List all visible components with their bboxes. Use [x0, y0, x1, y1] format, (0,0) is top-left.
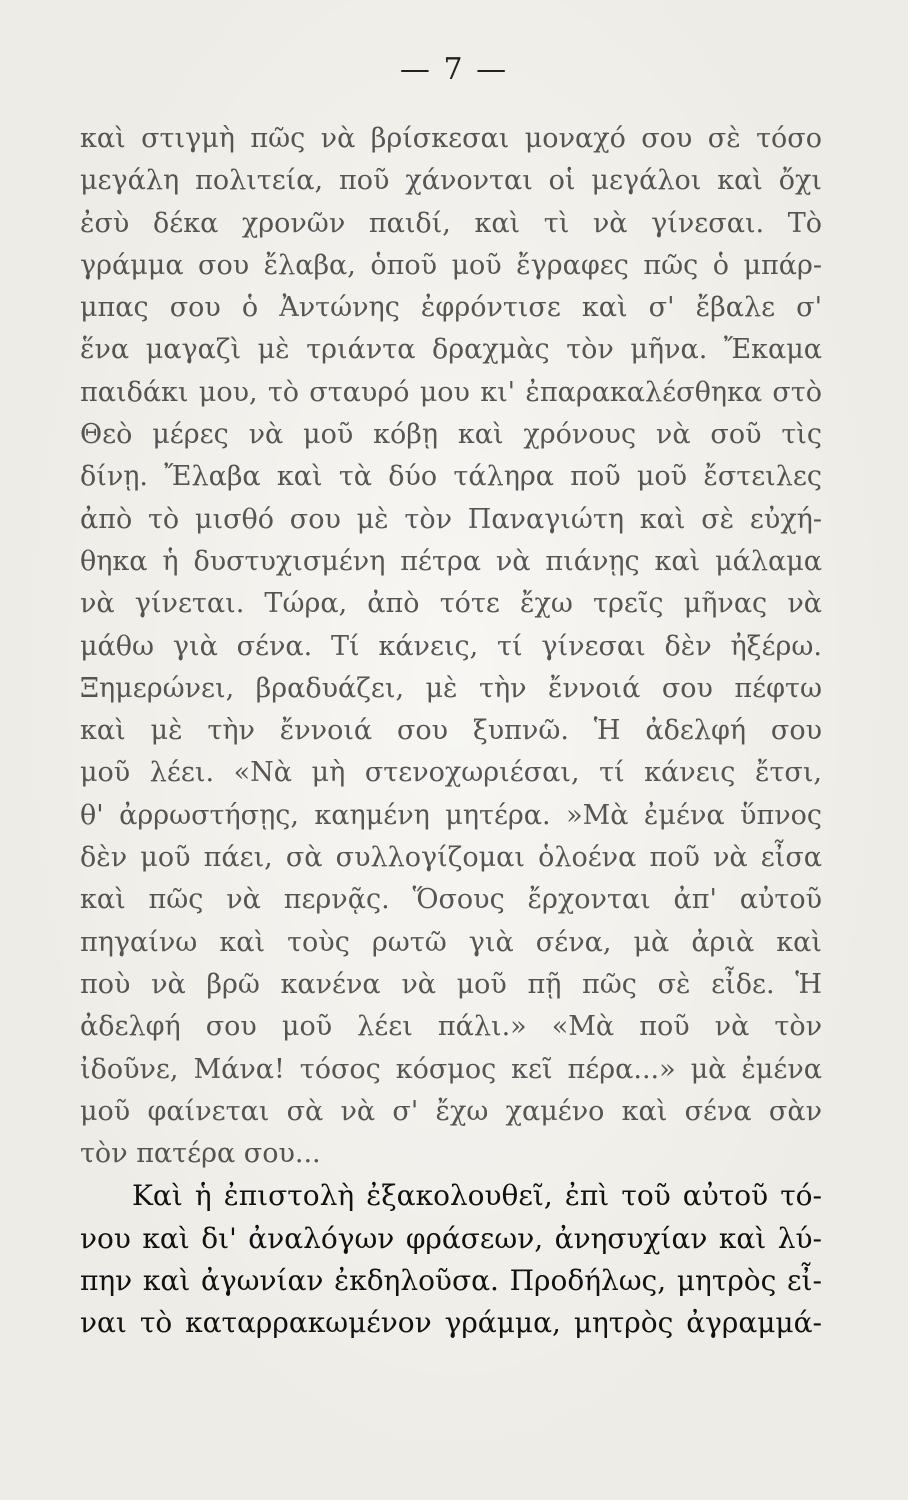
text-line: μοῦ φαίνεται σὰ νὰ σ' ἔχω χαμένο καὶ σένα σὰν	[80, 1095, 822, 1127]
text-line: παιδάκι μου, τὸ σταυρό μου κι' ἐπαρακαλέσθηκα στὸ	[80, 376, 822, 408]
paragraph-narration	[80, 1175, 822, 1344]
text-line: νὰ γίνεται. Τώρα, ἀπὸ τότε ἔχω τρεῖς μῆνας νὰ	[80, 588, 822, 620]
text-line: θ' ἀρρωστήσῃς, καημένη μητέρα. »Μὰ ἐμένα ὕπνος	[80, 799, 822, 831]
page-number: — 7 —	[399, 52, 509, 87]
text-line: ναι τὸ καταρρακωμένον γράμμα, μητρὸς ἀγραμμά-	[80, 1306, 822, 1340]
text-line: καὶ στιγμὴ πῶς νὰ βρίσκεσαι μοναχό σου σὲ τόσο	[80, 123, 822, 154]
text-line: ποὺ νὰ βρῶ κανένα νὰ μοῦ πῇ πῶς σὲ εἶδε. Ἡ	[80, 968, 822, 1000]
text-line: τὸν πατέρα σου...	[80, 1138, 321, 1170]
text-line: ἰδοῦνε, Μάνα! τόσος κόσμος κεῖ πέρα...» μὰ ἐμένα	[80, 1053, 822, 1085]
text-line: ἐσὺ δέκα χρονῶν παιδί, καὶ τὶ νὰ γίνεσαι. Τὸ	[80, 207, 822, 239]
text-line: ἀδελφή σου μοῦ λέει πάλι.» «Μὰ ποῦ νὰ τὸν	[80, 1011, 822, 1043]
text-line: μάθω γιὰ σένα. Τί κάνεις, τί γίνεσαι δὲν ἠξέρω.	[80, 630, 822, 662]
text-line: καὶ μὲ τὴν ἔννοιά σου ξυπνῶ. Ἡ ἀδελφή σου	[80, 715, 822, 747]
text-line: δίνῃ. Ἔλαβα καὶ τὰ δύο τάληρα ποῦ μοῦ ἔστειλες	[80, 461, 822, 493]
text-line: πην καὶ ἀγωνίαν ἐκδηλοῦσα. Προδήλως, μητρὸς εἶ-	[80, 1264, 822, 1298]
text-line: ἀπὸ τὸ μισθό σου μὲ τὸν Παναγιώτη καὶ σὲ εὐχή-	[80, 503, 822, 535]
text-line: γράμμα σου ἔλαβα, ὁποῦ μοῦ ἔγραφες πῶς ὁ μπάρ-	[80, 249, 822, 281]
body-text	[80, 118, 822, 1345]
text-line: μεγάλη πολιτεία, ποῦ χάνονται οἱ μεγάλοι καὶ ὄχι	[80, 165, 822, 197]
text-line: Ξημερώνει, βραδυάζει, μὲ τὴν ἔννοιά σου πέφτω	[80, 672, 822, 704]
text-line: θηκα ἡ δυστυχισμένη πέτρα νὰ πιάνῃς καὶ μάλαμα	[80, 545, 822, 577]
text-line: νου καὶ δι' ἀναλόγων φράσεων, ἀνησυχίαν καὶ λύ-	[80, 1221, 822, 1255]
text-line: ἕνα μαγαζὶ μὲ τριάντα δραχμὰς τὸν μῆνα. Ἔκαμα	[80, 334, 822, 366]
text-line: μπας σου ὁ Ἀντώνης ἐφρόντισε καὶ σ' ἔβαλε σ'	[80, 292, 822, 324]
text-line: Θεὸ μέρες νὰ μοῦ κόβῃ καὶ χρόνους νὰ σοῦ τὶς	[80, 419, 822, 451]
text-line: μοῦ λέει. «Νὰ μὴ στενοχωριέσαι, τί κάνεις ἔτσι,	[80, 757, 822, 789]
paragraph-letter-quote	[80, 118, 822, 1175]
text-line: δὲν μοῦ πάει, σὰ συλλογίζομαι ὁλοένα ποῦ νὰ εἶσα	[80, 842, 822, 874]
text-line: Καὶ ἡ ἐπιστολὴ ἐξακολουθεῖ, ἐπὶ τοῦ αὐτοῦ τό-	[132, 1179, 822, 1213]
text-line: πηγαίνω καὶ τοὺς ρωτῶ γιὰ σένα, μὰ ἀριὰ καὶ	[80, 926, 822, 958]
text-line: καὶ πῶς νὰ περνᾷς. Ὅσους ἔρχονται ἀπ' αὐτοῦ	[80, 884, 822, 916]
